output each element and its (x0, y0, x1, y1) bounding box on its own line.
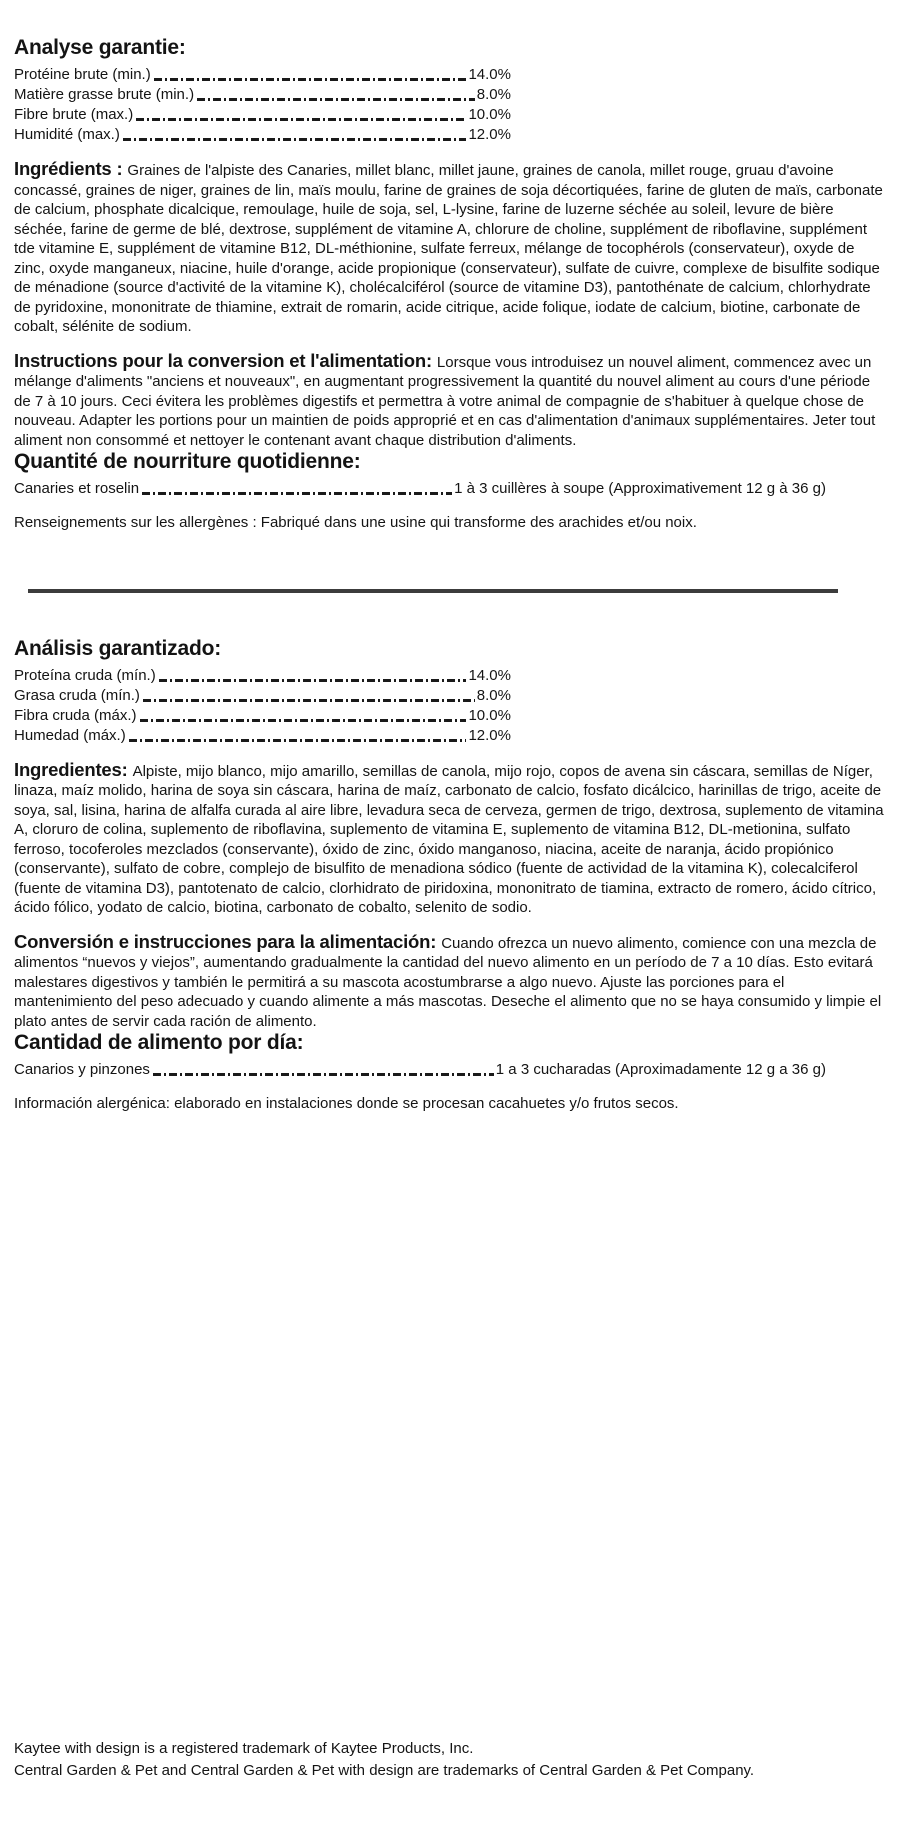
fr-analysis-row-moisture (14, 125, 511, 145)
analysis-label: Humedad (máx.) (14, 726, 126, 744)
analysis-value: 12.0% (468, 126, 511, 143)
fr-analysis-heading: Analyse garantie: (14, 36, 186, 59)
dot-leader (159, 679, 467, 682)
analysis-label: Protéine brute (min.) (14, 66, 151, 83)
analysis-value: 8.0% (476, 686, 511, 704)
dot-leader (143, 699, 475, 702)
trademark-footer (14, 1738, 754, 1782)
analysis-value: 12.0% (468, 726, 511, 744)
fr-analysis-table (14, 65, 511, 145)
daily-value: 1 a 3 cucharadas (Aproximadamente 12 g a 36 g) (495, 1061, 826, 1078)
es-analysis-table (14, 666, 511, 746)
fr-ingredients-paragraph (14, 159, 886, 337)
es-ingredients-paragraph (14, 760, 886, 918)
fr-ingredients-heading: Ingrédients : (14, 158, 123, 179)
fr-analysis-row-fiber (14, 105, 511, 125)
fr-allergen-note: Renseignements sur les allergènes : Fabriqué dans une usine qui transforme des arachides et/ou noix. (14, 514, 697, 531)
daily-label: Canarios y pinzones (14, 1061, 150, 1078)
analysis-label: Grasa cruda (mín.) (14, 686, 140, 704)
fr-ingredients-body: Graines de l'alpiste des Canaries, millet blanc, millet jaune, graines de canola, millet rouge, gruau d'avoine concassé, graines de niger, graines de lin, maïs moulu, farine de graines de soja décortiquées, farine de gluten de maïs, carbonate de calcium, phosphate dicalcique, remoulage, huile de soja, sel, L-lysine, farine de luzerne séchée au soleil, levure de bière séchée, farine de germe de blé, dextrose, supplément de vitamine A, chlorure de choline, supplément de riboflavine, supplément tde vitamine E, supplément de vitamine B12, DL-méthionine, sulfate ferreux, mélange de tocophérols (conservateur), oxyde de zinc, oxyde manganeux, niacine, huile d'orange, acide propionique (conservateur), sulfate de cuivre, complexe de bisulfite sodique de ménadione (source d'activité de la vitamine K), cholécalciférol (source de vitamine D3), pantothénate de calcium, chlorhydrate de pyridoxine, mononitrate de thiamine, extrait de romarin, acide citrique, acide folique, iodate de calcium, biotine, carbonate de cobalt, sélénite de sodium. (14, 162, 883, 335)
dot-leader (140, 719, 467, 722)
daily-label: Canaries et roselin (14, 480, 140, 497)
analysis-label: Proteína cruda (mín.) (14, 666, 156, 684)
es-ingredients-body: Alpiste, mijo blanco, mijo amarillo, semillas de canola, mijo rojo, copos de avena sin cáscara, semillas de Níger, linaza, maíz molido, harina de soya sin cáscara, harina de maíz, carbonato de calcio, fosfato dicálcico, harinillas de trigo, aceite de soya, sal, lisina, harina de alfalfa curada al aire libre, levadura seca de cerveza, germen de trigo, dextrosa, suplemento de vitamina A, cloruro de colina, suplemento de riboflavina, suplemento de vitamina E, suplemento de vitamina B12, DL-metionina, sulfato ferroso, tocoferoles mezclados (conservante), óxido de zinc, óxido manganoso, niacina, aceite de naranja, ácido propiónico (conservante), sulfato de cobre, complejo de bisulfito de menadiona sódico (fuente de actividad de la vitamina K), colecalciferol (fuente de vitamina D3), pantotenato de calcio, clorhidrato de piridoxina, mononitrato de tiamina, extracto de romero, ácido cítrico, ácido fólico, yodato de calcio, biotina, carbonato de cobalto, selenito de sodio. (14, 762, 884, 916)
es-daily-heading: Cantidad de alimento por día: (14, 1031, 304, 1054)
es-allergen-note: Información alergénica: elaborado en instalaciones donde se procesan cacahuetes y/o frutos secos. (14, 1095, 679, 1112)
es-instructions-paragraph (14, 932, 886, 1032)
section-french (14, 36, 886, 533)
analysis-label: Matière grasse brute (min.) (14, 86, 195, 103)
dot-leader (136, 118, 466, 121)
es-analysis-row-protein (14, 666, 511, 686)
fr-instructions-body: Lorsque vous introduisez un nouvel aliment, commencez avec un mélange d'aliments "anciens et nouveaux", en augmentant progressivement la quantité du nouvel aliment au cours d'une période de 7 à 10 jours. Ceci évitera les problèmes digestifs et permettra à votre animal de compagnie de s'habituer à quelque chose de nouveau. Adapter les portions pour un maintien de poids approprié et en cas d'alimentation d'animaux supplémentaires. Jeter tout aliment non consommé et nettoyer le contenant avant chaque distribution d'aliments. (14, 353, 876, 449)
fr-instructions-paragraph (14, 351, 886, 451)
dot-leader (197, 98, 475, 101)
trademark-line-kaytee: Kaytee with design is a registered trademark of Kaytee Products, Inc. (14, 1740, 474, 1757)
es-instructions-heading: Conversión e instrucciones para la alimentación: (14, 930, 437, 952)
fr-analysis-row-fat (14, 85, 511, 105)
trademark-line-central-garden: Central Garden & Pet and Central Garden & Pet with design are trademarks of Central Garden & Pet Company. (14, 1762, 755, 1779)
dot-leader (153, 1073, 494, 1076)
es-ingredients-heading: Ingredientes: (14, 758, 128, 780)
analysis-label: Humidité (max.) (14, 126, 120, 143)
es-analysis-heading: Análisis garantizado: (14, 636, 222, 660)
analysis-label: Fibra cruda (máx.) (14, 706, 137, 724)
section-divider (28, 589, 838, 593)
analysis-value: 14.0% (468, 66, 511, 83)
fr-instructions-heading: Instructions pour la conversion et l'alimentation: (14, 349, 432, 371)
dot-leader (123, 138, 467, 141)
fr-daily-row (14, 479, 826, 499)
es-analysis-row-moisture (14, 726, 511, 746)
es-analysis-row-fiber (14, 706, 511, 726)
analysis-label: Fibre brute (max.) (14, 106, 134, 123)
dot-leader (129, 739, 467, 742)
section-spanish (14, 637, 886, 1114)
analysis-value: 14.0% (468, 666, 511, 684)
es-instructions-body: Cuando ofrezca un nuevo alimento, comience con una mezcla de alimentos “nuevos y viejos”, aumentando gradualmente la cantidad del nuevo alimento en un período de 7 a 10 días. Esto evitará malestares digestivos y también le permitirá a su mascota acostumbrarse a algo nuevo. Ajuste las porciones para el mantenimiento del peso adecuado y cuando alimente a más mascotas. Deseche el alimento que no se haya consumido y limpie el plato antes de servir cada ración de alimento. (14, 934, 882, 1030)
es-daily-row (14, 1060, 826, 1080)
fr-daily-heading: Quantité de nourriture quotidienne: (14, 450, 361, 473)
daily-value: 1 à 3 cuillères à soupe (Approximativement 12 g à 36 g) (454, 480, 826, 497)
dot-leader (142, 492, 452, 495)
analysis-value: 10.0% (468, 706, 511, 724)
dot-leader (154, 78, 467, 81)
fr-analysis-row-protein (14, 65, 511, 85)
analysis-value: 8.0% (476, 86, 511, 103)
es-analysis-row-fat (14, 686, 511, 706)
analysis-value: 10.0% (468, 106, 511, 123)
